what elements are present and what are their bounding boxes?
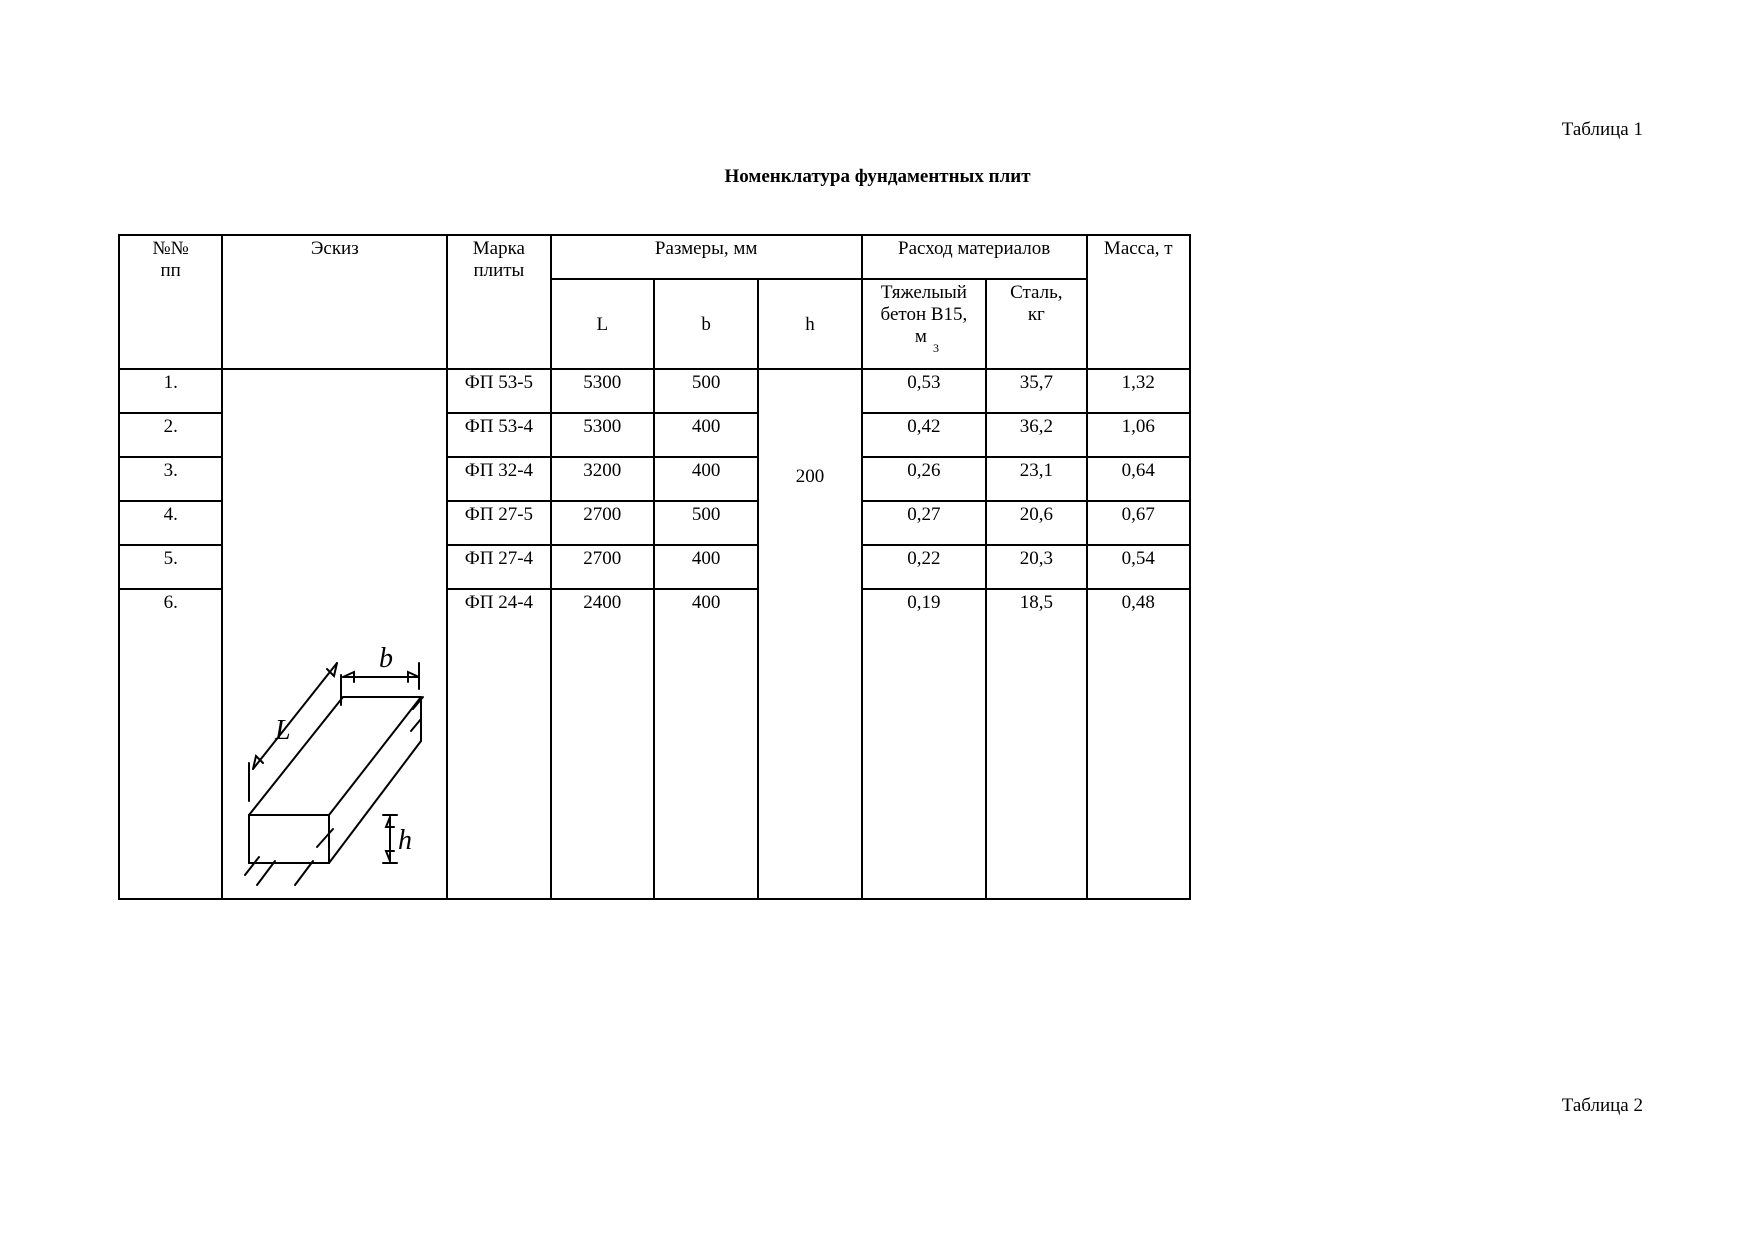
header-concrete: Тяжелыый бетон В15, $м_3$ xyxy=(862,279,986,369)
row-mass: 1,32 xyxy=(1087,369,1190,413)
row-concrete: 0,19 xyxy=(862,589,986,899)
row-concrete: 0,26 xyxy=(862,457,986,501)
row-L: 5300 xyxy=(551,369,654,413)
header-L: L xyxy=(551,279,654,369)
row-mark: ФП 27-5 xyxy=(447,501,550,545)
row-mass: 1,06 xyxy=(1087,413,1190,457)
plate-sketch-icon xyxy=(235,635,425,905)
row-L: 2700 xyxy=(551,501,654,545)
foundation-plates-table xyxy=(118,234,1191,900)
row-number: 1. xyxy=(119,369,222,413)
row-number: 6. xyxy=(119,589,222,899)
row-number: 5. xyxy=(119,545,222,589)
row-b: 400 xyxy=(654,457,758,501)
row-b: 400 xyxy=(654,545,758,589)
header-mass: Масса, т xyxy=(1087,235,1190,369)
row-number: 2. xyxy=(119,413,222,457)
row-mark: ФП 32-4 xyxy=(447,457,550,501)
table-caption: Таблица 1 xyxy=(1561,119,1643,140)
row-concrete: 0,42 xyxy=(862,413,986,457)
row-b: 400 xyxy=(654,413,758,457)
header-number: №№ пп xyxy=(119,235,222,369)
table-title: Номенклатура фундаментных плит xyxy=(724,166,1031,187)
row-L: 2700 xyxy=(551,545,654,589)
sketch-cell xyxy=(222,369,447,899)
row-mark: ФП 27-4 xyxy=(447,545,550,589)
row-steel: 35,7 xyxy=(986,369,1086,413)
row-L: 2400 xyxy=(551,589,654,899)
header-dimensions: Размеры, мм xyxy=(551,235,862,279)
row-concrete: 0,22 xyxy=(862,545,986,589)
row-mass: 0,64 xyxy=(1087,457,1190,501)
row-mark: ФП 24-4 xyxy=(447,589,550,899)
row-mass: 0,48 xyxy=(1087,589,1190,899)
row-L: 5300 xyxy=(551,413,654,457)
header-sketch: Эскиз xyxy=(222,235,447,369)
row-b: 500 xyxy=(654,501,758,545)
row-b: 500 xyxy=(654,369,758,413)
sketch-label-height: h xyxy=(398,825,413,856)
row-steel: 23,1 xyxy=(986,457,1086,501)
row-steel: 20,3 xyxy=(986,545,1086,589)
row-number: 4. xyxy=(119,501,222,545)
row-steel: 18,5 xyxy=(986,589,1086,899)
row-L: 3200 xyxy=(551,457,654,501)
row-b: 400 xyxy=(654,589,758,899)
row-steel: 36,2 xyxy=(986,413,1086,457)
row-mark: ФП 53-4 xyxy=(447,413,550,457)
row-steel: 20,6 xyxy=(986,501,1086,545)
header-materials: Расход материалов xyxy=(862,235,1087,279)
header-mark: Марка плиты xyxy=(447,235,550,369)
table-row xyxy=(119,369,1190,413)
sketch-label-width: b xyxy=(379,643,394,674)
row-mark: ФП 53-5 xyxy=(447,369,550,413)
header-h: h xyxy=(758,279,861,369)
row-number: 3. xyxy=(119,457,222,501)
sketch-label-length: L xyxy=(275,715,291,746)
row-mass: 0,67 xyxy=(1087,501,1190,545)
row-mass: 0,54 xyxy=(1087,545,1190,589)
row-concrete: 0,27 xyxy=(862,501,986,545)
row-h: 200 xyxy=(758,369,861,899)
row-concrete: 0,53 xyxy=(862,369,986,413)
header-steel: Сталь, кг xyxy=(986,279,1086,369)
table-caption: Таблица 2 xyxy=(1561,1095,1643,1116)
header-b: b xyxy=(654,279,758,369)
